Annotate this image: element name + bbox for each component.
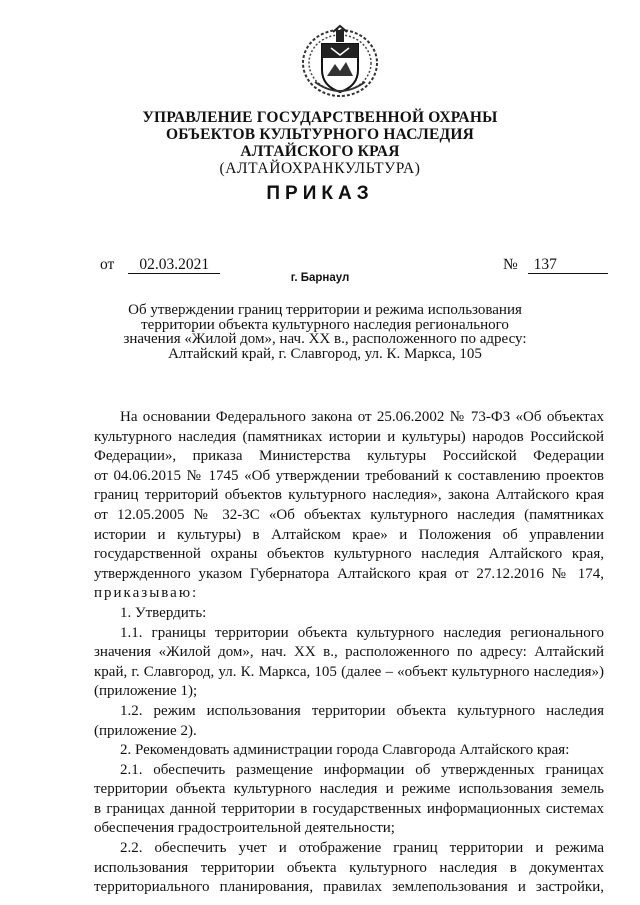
subject-line: Об утверждении границ территории и режима использования: [128, 302, 522, 318]
text-line: в границах данной территории в государственных информационных системах: [94, 800, 604, 817]
text-line: 2.2. обеспечить учет и отображение границ территории и режима: [120, 840, 604, 857]
item-1: 1. Утвердить:: [120, 604, 207, 621]
org-name-line-2: ОБЪЕКТОВ КУЛЬТУРНОГО НАСЛЕДИЯ: [165, 126, 475, 143]
text-line: На основании Федерального закона от 25.06.2002 № 73-ФЗ «Об объектах: [120, 409, 604, 425]
org-name-line-3: АЛТАЙСКОГО КРАЯ: [240, 143, 400, 160]
text-line: (приложение 2).: [94, 722, 197, 739]
text-line: (приложение 1);: [94, 683, 198, 700]
text-line: 1.1. границы территории объекта культурного наследия регионального: [120, 624, 604, 641]
document-date: 02.03.2021: [128, 257, 220, 274]
number-prefix: №: [503, 256, 518, 273]
text-line: территории объекта культурного наследия и режиме использования земель: [94, 781, 604, 798]
subject-line: значения «Жилой дом», нач. XX в., расположенного по адресу:: [123, 331, 527, 348]
text-line: территориального планирования, правилах землепользования и застройки,: [94, 879, 604, 896]
text-line: утвержденного указом Губернатора Алтайского края от 27.12.2016 № 174,: [94, 565, 604, 582]
subject-line: Алтайский край, г. Славгород, ул. К. Маркса, 105: [168, 345, 482, 362]
org-name-line-1: УПРАВЛЕНИЕ ГОСУДАРСТВЕННОЙ ОХРАНЫ: [142, 109, 498, 126]
subject-block: [110, 303, 540, 361]
text-line: значения «Жилой дом», нач. XX в., расположенного по адресу: Алтайский: [94, 644, 604, 661]
text-line: государственной охраны объектов культурного наследия Алтайского края,: [94, 546, 604, 563]
item-2: 2. Рекомендовать администрации города Славгорода Алтайского края:: [120, 742, 570, 759]
document-type-title: ПРИКАЗ: [266, 183, 374, 204]
text-line: культурного наследия (памятниках истории и культуры) народов Российской: [94, 428, 604, 445]
text-line: использования территории объекта культурного наследия в документах: [94, 859, 604, 876]
preamble-paragraph: [94, 408, 604, 898]
text-line: обеспечения градостроительной деятельности;: [94, 820, 395, 837]
text-line: 2.1. обеспечить размещение информации об утвержденных границах: [120, 761, 604, 778]
text-line: от 12.05.2005 № 32-ЗС «Об объектах культурного наследия (памятниках: [94, 506, 604, 523]
text-line: 1.2. режим использования территории объекта культурного наследия: [120, 702, 604, 719]
coat-of-arms-icon: [297, 24, 383, 98]
date-prefix: от: [100, 256, 115, 273]
document-number: 137: [528, 257, 608, 274]
order-word: приказываю:: [94, 585, 199, 602]
text-line: край, г. Славгород, ул. К. Маркса, 105 (далее – «объект культурного наследия»): [94, 663, 604, 680]
text-line: границ территорий объектов культурного наследия», закона Алтайского края: [94, 487, 604, 504]
text-line: истории и культуры) в Алтайском крае» и Положения об управлении: [94, 526, 604, 543]
text-line: Федерации», приказа Министерства культуры Российской Федерации: [94, 448, 604, 465]
text-line: от 04.06.2015 № 1745 «Об утверждении требований к составлению проектов: [94, 467, 604, 484]
city: г. Барнаул: [290, 272, 350, 284]
org-short-name: (АЛТАЙОХРАНКУЛЬТУРА): [219, 160, 421, 177]
subject-line: территории объекта культурного наследия регионального: [141, 316, 509, 333]
